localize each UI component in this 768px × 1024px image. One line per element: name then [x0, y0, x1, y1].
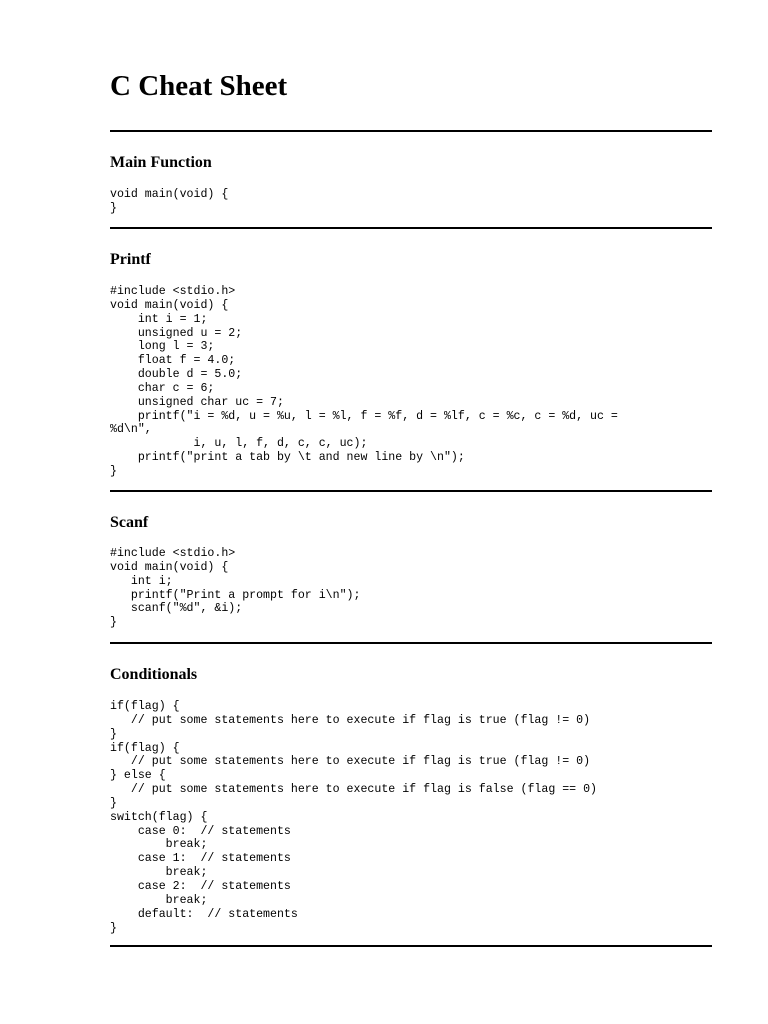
section-heading-conditionals: Conditionals — [110, 666, 198, 683]
code-block-printf: #include <stdio.h> void main(void) { int i = 1; unsigned u = 2; long l = 3; float f = 4.0; double d = 5.0; char c = 6; unsigned char uc = 7; printf("i = %d, u = %u, l = %l, f = %f, d = %lf, c = %c, c = %d, uc = %d\n", i, u, l, f, d, c, c, uc); printf("print a tab by \t and new line by \n"); } — [110, 285, 618, 478]
code-block-main-function: void main(void) { } — [110, 188, 229, 215]
code-block-scanf: #include <stdio.h> void main(void) { int i; printf("Print a prompt for i\n"); scanf("%d", &i); } — [110, 547, 361, 630]
page-title: C Cheat Sheet — [110, 70, 288, 102]
section-divider — [110, 490, 712, 492]
section-heading-printf: Printf — [110, 251, 151, 268]
section-divider — [110, 227, 712, 229]
section-divider — [110, 642, 712, 644]
section-divider — [110, 945, 712, 947]
code-block-conditionals: if(flag) { // put some statements here to execute if flag is true (flag != 0) } if(flag) { // put some statements here to execute if flag is true (flag != 0) } else { // put some statements here to execute if flag is false (flag == 0) } switch(flag) { case 0: // statements break; case 1: // statements break; case 2: // statements break; default: // statements } — [110, 700, 598, 935]
section-divider — [110, 130, 712, 132]
section-heading-scanf: Scanf — [110, 514, 149, 531]
section-heading-main-function: Main Function — [110, 154, 212, 171]
